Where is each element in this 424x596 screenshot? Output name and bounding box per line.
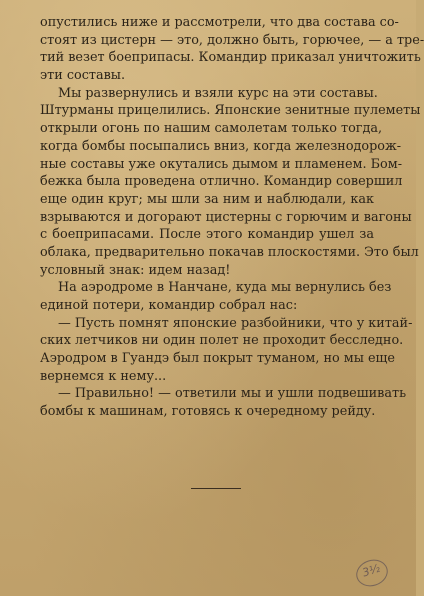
library-stamp xyxy=(353,556,391,591)
paragraph-1 xyxy=(40,14,424,85)
text-line: с боеприпасами. После этого командир ушел за xyxy=(40,227,374,243)
text-line: ских летчиков ни один полет не проходит бесследно. xyxy=(40,333,404,349)
text-line: опустились ниже и рассмотрели, что два состава со- xyxy=(40,15,399,30)
stamp-mark: 3½ xyxy=(360,561,382,580)
paragraph-5 xyxy=(40,385,407,420)
text-line: На аэродроме в Нанчане, куда мы вернулись без xyxy=(58,280,392,296)
text-line: еще один круг; мы шли за ним и наблюдали, как xyxy=(40,191,374,207)
paragraph-3 xyxy=(40,279,392,314)
text-line: условный знак: идем назад! xyxy=(40,262,231,278)
text-line: Мы развернулись и взяли курс на эти составы. xyxy=(58,85,378,101)
text-line: эти составы. xyxy=(40,68,126,84)
body-text xyxy=(40,14,424,421)
section-end-rule xyxy=(191,488,241,489)
text-line: Аэродром в Гуандэ был покрыт туманом, но мы еще xyxy=(40,351,396,367)
paragraph-2 xyxy=(40,85,421,280)
text-line: взрываются и догорают цистерны с горючим и вагоны xyxy=(40,209,412,225)
text-line: открыли огонь по нашим самолетам только тогда, xyxy=(40,121,383,137)
text-line: единой потери, командир собрал нас: xyxy=(40,298,298,313)
text-line: когда бомбы посыпались вниз, когда железнодорож- xyxy=(40,138,402,154)
text-line: — Пусть помнят японские разбойники, что у китай- xyxy=(58,315,413,331)
text-line: облака, предварительно покачав плоскостями. Это был xyxy=(40,244,419,260)
text-line: вернемся к нему... xyxy=(40,368,167,384)
text-line: — Правильно! — ответили мы и ушли подвешивать xyxy=(58,386,407,402)
text-line: бомбы к машинам, готовясь к очередному рейду. xyxy=(40,404,376,420)
text-line: бежка была проведена отлично. Командир совершил xyxy=(40,174,403,190)
text-line: тий везет боеприпасы. Командир приказал уничтожить xyxy=(40,50,421,66)
text-line: Штурманы прицелились. Японские зенитные пулеметы xyxy=(40,103,421,119)
paragraph-4 xyxy=(40,315,413,386)
text-line: стоят из цистерн — это, должно быть, горючее, — а тре- xyxy=(40,32,424,48)
text-line: ные составы уже окутались дымом и пламенем. Бом- xyxy=(40,156,403,172)
